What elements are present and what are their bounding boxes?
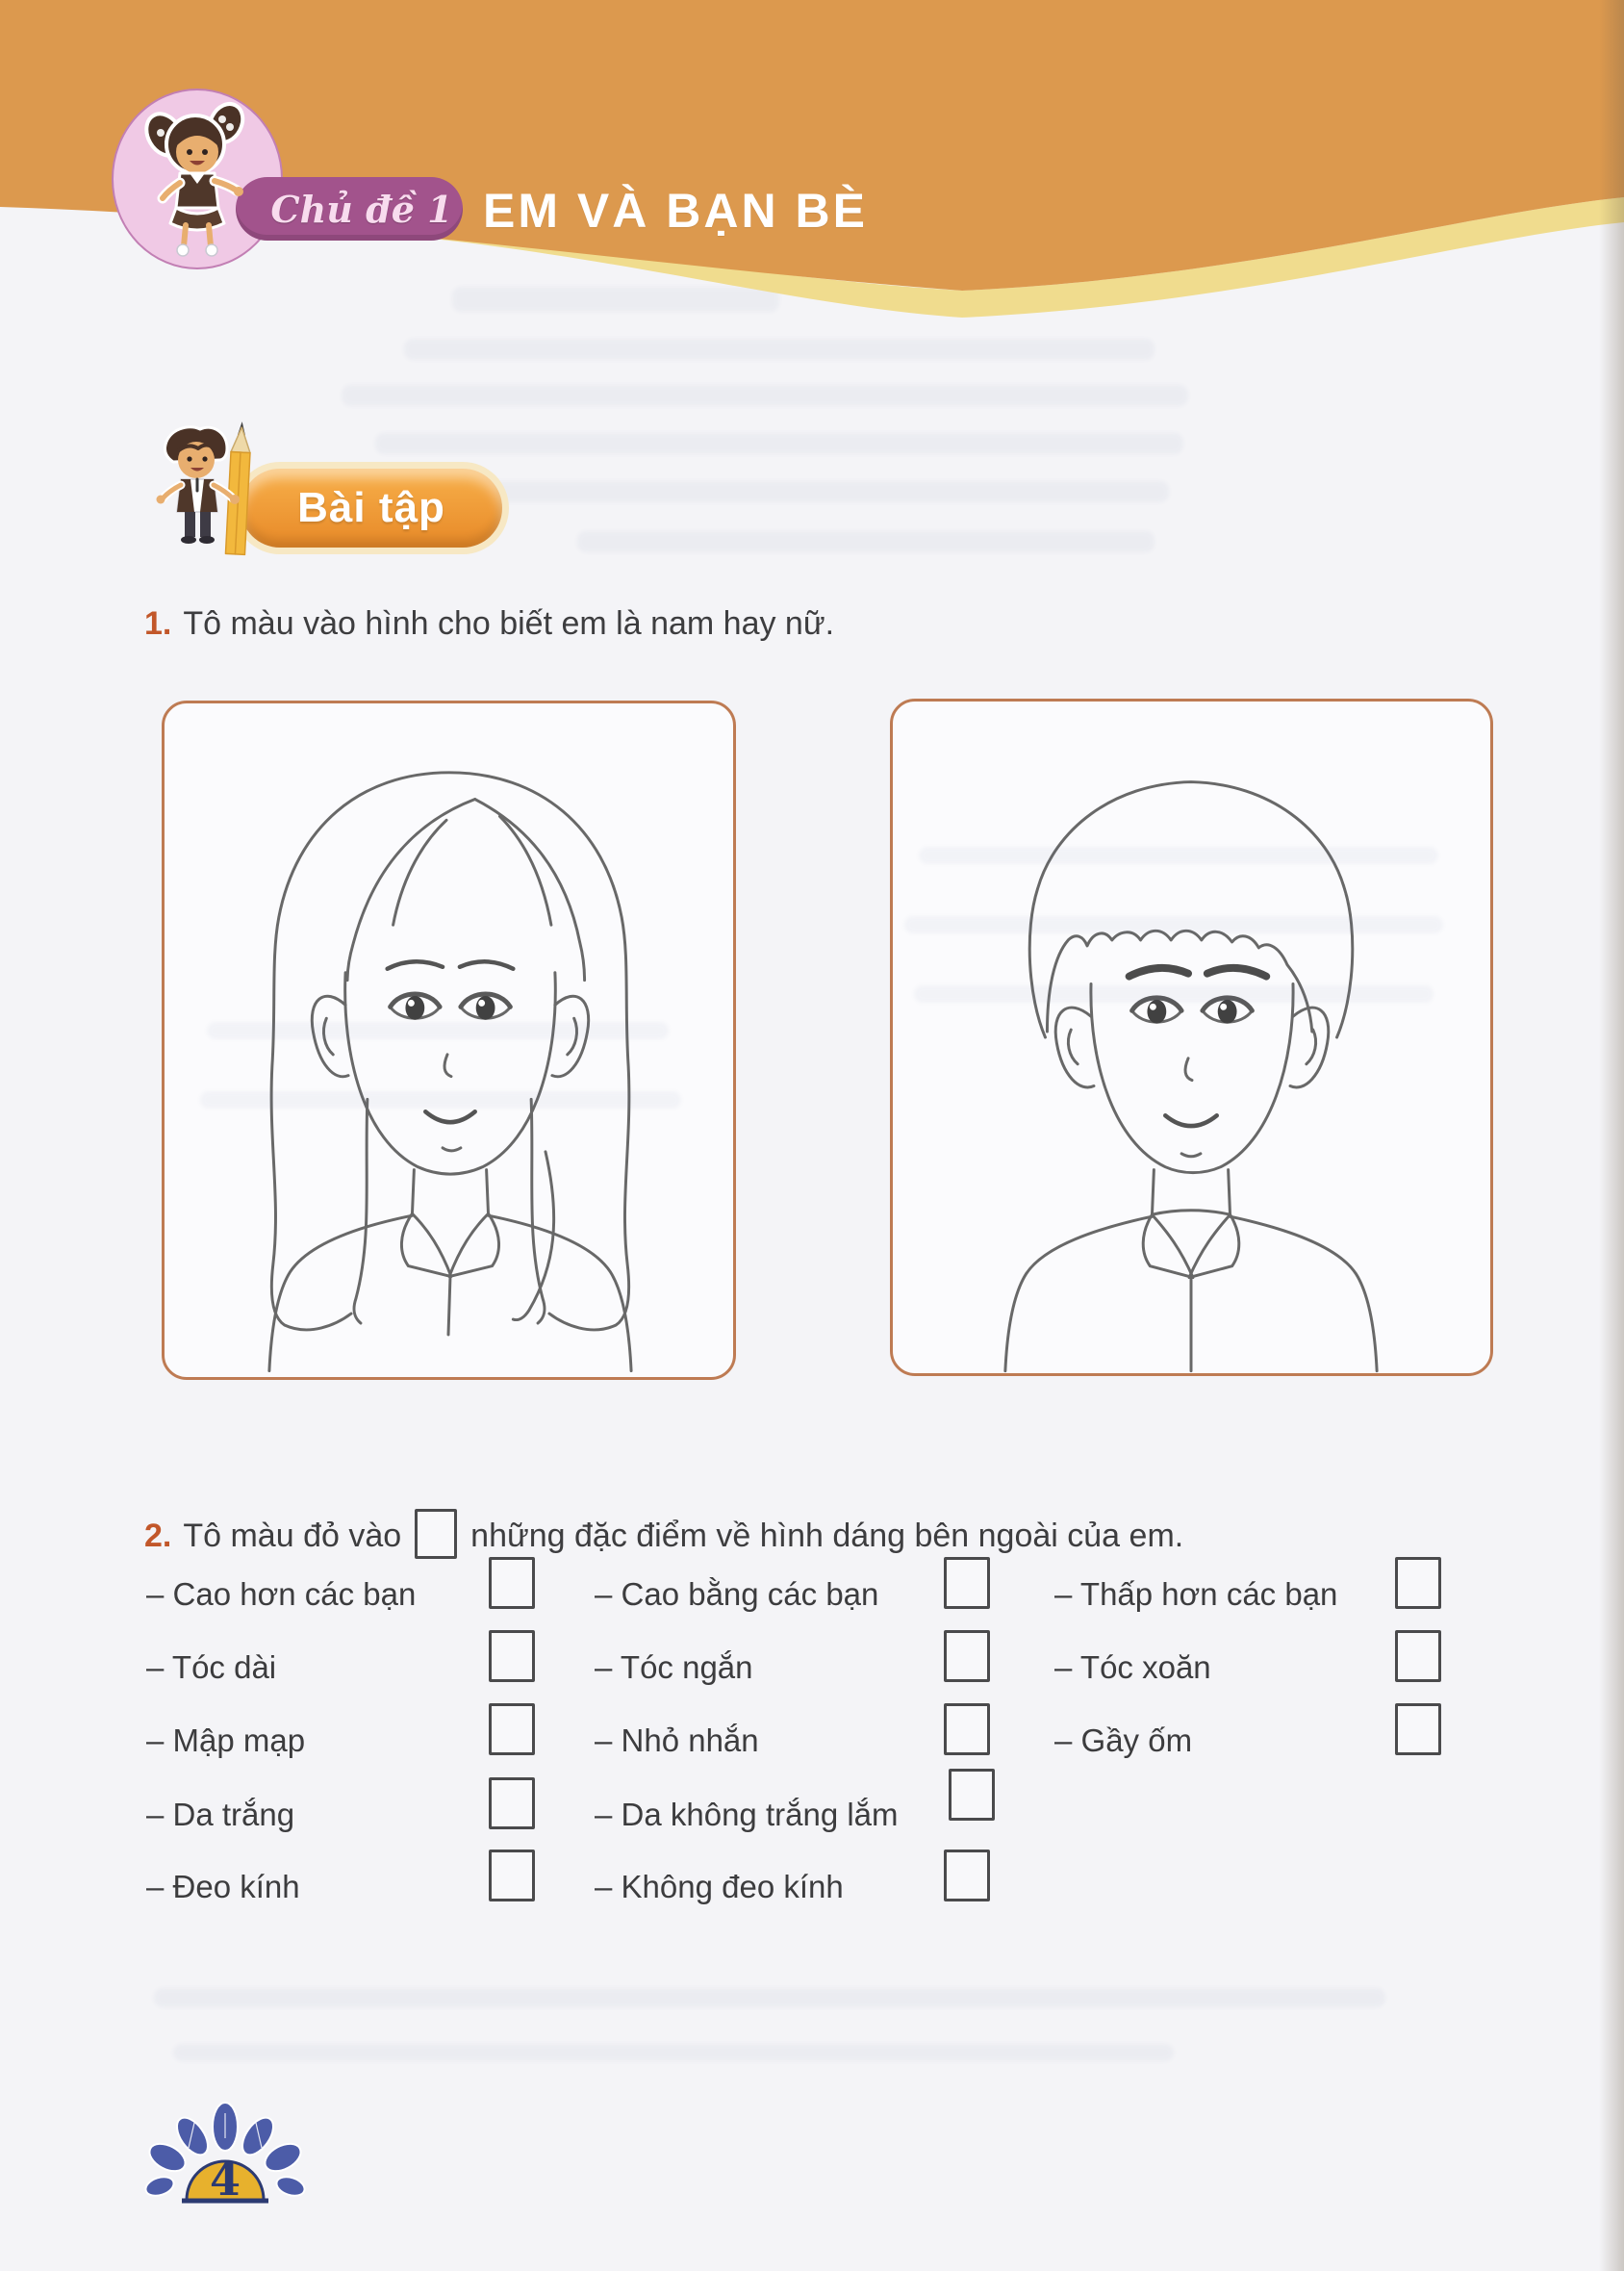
checkbox-gay-om[interactable] <box>1395 1703 1441 1755</box>
checkbox-thap-hon-cac-ban[interactable] <box>1395 1557 1441 1609</box>
trait-label-cao-bang: – Cao bằng các bạn <box>595 1576 879 1612</box>
trait-label-toc-xoan: – Tóc xoăn <box>1054 1649 1211 1685</box>
exercise2-text-after: những đặc điểm về hình dáng bên ngoài của em. <box>470 1518 1184 1554</box>
print-bleed <box>173 2044 1174 2061</box>
exercise1-number: 1. <box>144 605 172 642</box>
trait-label-nho-nhan: – Nhỏ nhắn <box>595 1722 759 1758</box>
girl-mascot-icon <box>111 85 293 277</box>
print-bleed <box>342 385 1188 406</box>
exercise1-instruction <box>144 604 834 644</box>
trait-label-toc-ngan: – Tóc ngắn <box>595 1649 753 1685</box>
print-bleed <box>577 531 1155 552</box>
checkbox-cao-bang-cac-ban[interactable] <box>944 1557 990 1609</box>
trait-label-thap-hon: – Thấp hơn các bạn <box>1054 1576 1338 1612</box>
exercise2-instruction <box>144 1517 1183 1567</box>
boy-portrait-frame[interactable] <box>890 699 1493 1376</box>
pencil-icon <box>225 421 251 554</box>
chapter-badge-label: Chủ đề 1 <box>270 187 453 231</box>
checkbox-nho-nhan[interactable] <box>944 1703 990 1755</box>
exercise2-number: 2. <box>144 1518 172 1554</box>
exercise2-sample-checkbox[interactable] <box>415 1509 457 1559</box>
trait-label-toc-dai: – Tóc dài <box>146 1649 277 1685</box>
checkbox-deo-kinh[interactable] <box>489 1850 535 1901</box>
page-title: EM VÀ BẠN BÈ <box>483 184 868 238</box>
girl-portrait-frame[interactable] <box>162 701 736 1380</box>
checkbox-cao-hon-cac-ban[interactable] <box>489 1557 535 1609</box>
girl-line-drawing <box>165 703 733 1377</box>
page-number: 4 <box>209 2154 241 2206</box>
print-bleed <box>404 339 1155 360</box>
page-edge-shadow <box>1599 0 1624 2271</box>
exercise1-text: Tô màu vào hình cho biết em là nam hay nữ. <box>183 605 835 642</box>
checkbox-map-map[interactable] <box>489 1703 535 1755</box>
section-label: Bài tập <box>297 484 445 531</box>
boy-line-drawing <box>893 702 1490 1373</box>
checkbox-toc-dai[interactable] <box>489 1630 535 1682</box>
print-bleed <box>154 1988 1385 2007</box>
exercise2-text-before: Tô màu đỏ vào <box>183 1518 402 1554</box>
checkbox-da-trang[interactable] <box>489 1777 535 1829</box>
checkbox-toc-xoan[interactable] <box>1395 1630 1441 1682</box>
trait-label-da-trang: – Da trắng <box>146 1797 295 1832</box>
checkbox-khong-deo-kinh[interactable] <box>944 1850 990 1901</box>
checkbox-toc-ngan[interactable] <box>944 1630 990 1682</box>
trait-label-da-khong-trang: – Da không trắng lắm <box>595 1797 899 1832</box>
checkbox-da-khong-trang-lam[interactable] <box>949 1769 995 1821</box>
trait-label-gay-om: – Gầy ốm <box>1054 1722 1193 1758</box>
trait-label-khong-deo-kinh: – Không đeo kính <box>595 1869 844 1904</box>
boy-pencil-mascot-icon <box>146 421 281 571</box>
print-bleed <box>399 481 1169 502</box>
trait-label-cao-hon: – Cao hơn các bạn <box>146 1576 417 1612</box>
trait-label-map-map: – Mập mạp <box>146 1722 306 1758</box>
print-bleed <box>375 433 1183 454</box>
trait-label-deo-kinh: – Đeo kính <box>146 1869 300 1904</box>
